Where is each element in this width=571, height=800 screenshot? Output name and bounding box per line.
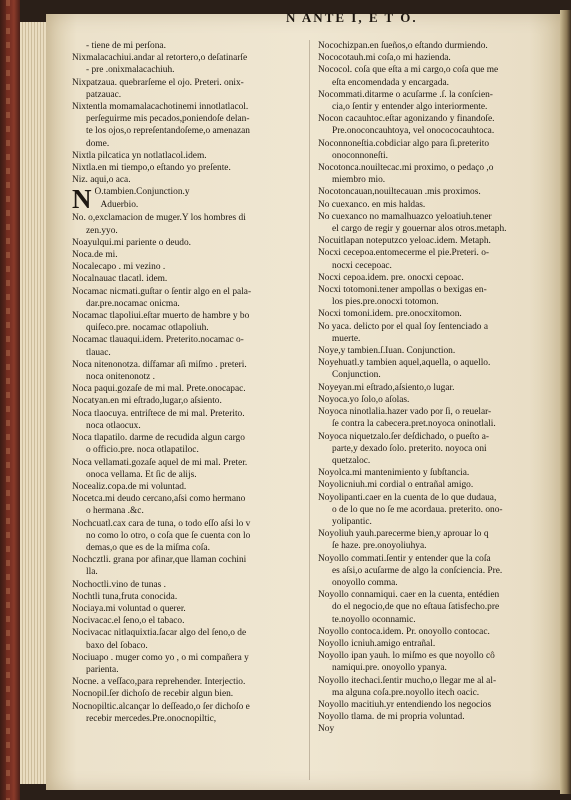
text-line: do el negocio,de que no eſtaua ſatisfecho.pre bbox=[332, 602, 500, 613]
text-line: nocxi cecepoac. bbox=[332, 260, 392, 271]
text-line: cia,o ſentir y entender algo interiormente. bbox=[332, 102, 488, 113]
text-line: namiqui.pre. onoyollo ypanya. bbox=[332, 663, 447, 674]
text-line: Nocuitlapan noteputzco yeloac.idem. Metaph. bbox=[318, 236, 491, 247]
running-title: N ANTE I, E T O. bbox=[286, 10, 418, 25]
text-line: Nochcztli. grana por afinar,que llaman cochini bbox=[72, 555, 247, 566]
text-line: Noca nitenonotza. diſfamar aſi miſmo . preteri. bbox=[72, 359, 247, 370]
text-line: Noyollo tlama. de mi propria voluntad. bbox=[318, 712, 465, 723]
text-line: Noyoca.yo ſolo,o aſolas. bbox=[318, 394, 410, 405]
text-line: Nocamac nicmati.guſtar o ſentir algo en el pala- bbox=[72, 286, 252, 297]
text-line: Nocon cacauhtoc.eſtar agonizando y finandoſe. bbox=[318, 114, 495, 125]
text-line: recebir mercedes.Pre.onocnopiltic, bbox=[86, 713, 217, 724]
text-line: perſeguirme mis pecados,poniendoſe delan- bbox=[86, 114, 250, 125]
text-line: Conjunction. bbox=[332, 370, 381, 381]
text-line: Nixmalacachiui.andar al retortero,o deſatinarſe bbox=[72, 53, 248, 64]
text-line: zen.yyo. bbox=[86, 225, 118, 236]
text-line: Nococotauh.mi coſa,o mi hazienda. bbox=[318, 53, 451, 64]
text-line: o officio.pre. noca otlapatiloc. bbox=[86, 445, 199, 456]
text-line: tlauac. bbox=[86, 347, 111, 358]
text-line: Nocochizpan.en ſueños,o eſtando durmiendo. bbox=[318, 41, 488, 51]
text-line: No. o,exclamacion de muger.Y los hombres di bbox=[72, 213, 246, 224]
text-line: Noyollo commati.ſentir y entender que la coſa bbox=[318, 553, 491, 564]
text-line: Nocotoncauan,nouiltecauan .mis proximos. bbox=[318, 187, 481, 198]
text-line: Nociuapo . muger como yo , o mi compañera y bbox=[72, 652, 249, 663]
text-line: te.noyollo oconnamic. bbox=[332, 614, 416, 625]
text-line: Noyoca niquetzalo.ſer deſdichado, o pueſto a- bbox=[318, 431, 490, 442]
text-line: Noyoca ninotlalia.hazer vado por ſi, o reuelar- bbox=[318, 407, 492, 418]
text-line: Nocne. a veſſaco,para reprehender. Interjectio. bbox=[72, 677, 246, 688]
text-line: Noca vellamati.gozaſe aquel de mi mal. Preter. bbox=[72, 457, 248, 468]
text-line: yolipantic. bbox=[332, 516, 372, 527]
text-line: patzauac. bbox=[86, 89, 122, 100]
text-line: noca otlaocux. bbox=[86, 420, 141, 431]
text-line: Noayulqui.mi pariente o deudo. bbox=[72, 237, 191, 248]
text-line: Noca tlaocuya. entriſtece de mi mal. Preterito. bbox=[72, 408, 245, 419]
book-binding bbox=[0, 0, 20, 800]
text-line: no como lo otro, o coſa que ſe cuenta con lo bbox=[86, 530, 251, 541]
right-column bbox=[318, 40, 558, 736]
text-line: Nocxi cecepoa.entomecerme el pie.Preteri. o- bbox=[318, 248, 490, 259]
text-line: Nococol. coſa que eſta a mi cargo,o coſa que me bbox=[318, 65, 499, 76]
text-line: Nocealiz.copa.de mi voluntad. bbox=[72, 481, 187, 492]
text-line: Noyolca.mi mantenimiento y ſubſtancia. bbox=[318, 468, 470, 479]
text-line: Nocotonca.nouiltecac.mi proximo, o pedaço ,o bbox=[318, 163, 494, 174]
text-line: onoyollo comma. bbox=[332, 577, 398, 588]
text-line: Nixtla.en mi tiempo,o eſtando yo preſente. bbox=[72, 163, 231, 174]
facing-page-edge bbox=[560, 10, 571, 794]
text-line: onoconnoneſti. bbox=[332, 150, 388, 161]
text-line: Nochoctli.vino de tunas . bbox=[72, 579, 166, 590]
drop-initial: N bbox=[72, 184, 92, 215]
text-line: - pre .onixmalacachiuh. bbox=[86, 65, 175, 76]
text-line: Noca tlapatilo. darme de recudida algun cargo bbox=[72, 433, 245, 444]
text-line: Nocetca.mi deudo cercano,aſsi como hermano bbox=[72, 494, 246, 505]
text-line: Nocxi cepoa.idem. pre. onocxi cepoac. bbox=[318, 272, 464, 283]
text-line: - tiene de mi perſona. bbox=[86, 41, 166, 51]
text-line: Nocamac tlauaqui.idem. Preterito.nocamac o- bbox=[72, 335, 244, 346]
text-line: Noconnoneſtia.cobdiciar algo para ſi.preterito bbox=[318, 138, 490, 149]
text-line: Niz. aqui,o aca. bbox=[72, 175, 131, 186]
text-line: eſta encomendada y encargada. bbox=[332, 77, 449, 88]
text-line: demas,o que es de la miſma coſa. bbox=[86, 542, 210, 553]
text-line: onoca vellama. Et ſic de alijs. bbox=[86, 469, 197, 480]
text-line: lla. bbox=[86, 567, 98, 578]
text-line: ſe haze. pre.onoyoliuhya. bbox=[332, 541, 427, 552]
text-line: Nochcuatl.cax cara de tuna, o todo eſſo aſsi lo v bbox=[72, 518, 251, 529]
text-line: Noyehuatl.y tambien aquel,aquella, o aquello. bbox=[318, 358, 491, 369]
text-line: noca onitenonotz . bbox=[86, 372, 155, 383]
text-line: Noyollo macitiuh.yr entendiendo los negocios bbox=[318, 699, 492, 710]
text-line: Nocatyan.en mi eſtrado,lugar,o aſsiento. bbox=[72, 396, 222, 407]
text-line: Noyeyan.mi eſtrado,aſsiento,o lugar. bbox=[318, 382, 455, 393]
o-entry-line2: Aduerbio. bbox=[100, 199, 139, 210]
text-line: quetzaloc. bbox=[332, 455, 371, 466]
text-line: Nocivacac nitlaquixtia.ſacar algo del ſeno,o de bbox=[72, 628, 247, 639]
left-column bbox=[72, 40, 304, 725]
text-line: Nocalnauac tlacatl. idem. bbox=[72, 274, 168, 285]
text-line: Noca paqui.gozaſe de mi mal. Prete.onocapac. bbox=[72, 384, 246, 395]
text-line: Nocxi totomoni.tener ampollas o bexigas en- bbox=[318, 285, 487, 296]
text-line: ſe contra la cabecera.pret.noyoca oninotlali. bbox=[332, 419, 496, 430]
text-line: Noyollo itechaci.ſentir mucho,o llegar me al al- bbox=[318, 675, 497, 686]
text-line: el cargo de regir y gouernar alos otros.metaph. bbox=[332, 224, 507, 235]
text-line: Nixpatzaua. quebrarſeme el ojo. Preteri. onix- bbox=[72, 77, 244, 88]
text-line: No cuexanco no mamalhuazco yeloatiuh.tener bbox=[318, 211, 492, 222]
text-line: te los ojos,o repreſentandoſeme,o amenazan bbox=[86, 126, 250, 137]
text-line: Noyolipanti.caer en la cuenta de lo que dudaua, bbox=[318, 492, 497, 503]
text-line: Noyollo contoca.idem. Pr. onoyollo contocac. bbox=[318, 626, 490, 637]
text-line: Nochtli tuna,fruta conocida. bbox=[72, 591, 178, 602]
text-line: parienta. bbox=[86, 664, 119, 675]
text-line: Nixtla pilcatica yn notlatlacol.idem. bbox=[72, 150, 207, 161]
text-line: Nocommati.ditarme o acuſarme .ſ. la conſcien- bbox=[318, 89, 493, 100]
column-divider bbox=[309, 40, 310, 780]
o-entry-line1: O.tambien.Conjunction.y bbox=[94, 187, 190, 198]
text-line: parte,y dexado ſolo. preterito. noyoca oni bbox=[332, 443, 487, 454]
text-line: ma alguna coſa.pre.noyollo itech oacic. bbox=[332, 687, 480, 698]
text-line: Pre.onoconcauhtoya, vel onocococauhtoca. bbox=[332, 126, 495, 137]
text-line: Nociaya.mi voluntad o querer. bbox=[72, 603, 186, 614]
text-line: o de lo que no ſe me acordaua. preterito. ono- bbox=[332, 504, 503, 515]
text-line: Noyoliuh yauh.parecerme bien,y aprouar lo q bbox=[318, 529, 489, 540]
text-line: Nocamac tlapoliui.eſtar muerto de hambre y bo bbox=[72, 311, 250, 322]
text-line: Nocnopil.ſer dichoſo de recebir algun bien. bbox=[72, 689, 234, 700]
text-line: Noyolicniuh.mi cordial o entrañal amigo. bbox=[318, 480, 474, 491]
text-line: Noyollo icniuh.amigo entrañal. bbox=[318, 638, 436, 649]
o-entry bbox=[72, 184, 304, 215]
text-line: es aſsi,o acuſarme de algo la conſciencia. Pre. bbox=[332, 565, 503, 576]
text-line: Noyollo ipan yauh. lo miſmo es que noyollo cô bbox=[318, 651, 495, 662]
page-edges bbox=[20, 22, 46, 784]
text-line: los pies.pre.onocxi totomon. bbox=[332, 297, 439, 308]
text-line: muerte. bbox=[332, 333, 361, 344]
text-line: Noye,y tambien.ſ.Iuan. Conjunction. bbox=[318, 346, 456, 357]
text-line: quiſeco.pre. nocamac otlapoliuh. bbox=[86, 323, 209, 334]
text-line: o hermana .&c. bbox=[86, 506, 144, 517]
text-line: Nocivacac.el ſeno,o el tabaco. bbox=[72, 616, 185, 627]
text-line: Nocnopiltic.alcançar lo deſſeado,o ſer dichoſo e bbox=[72, 701, 250, 712]
text-line: miembro mio. bbox=[332, 175, 386, 186]
text-line: Noca.de mi. bbox=[72, 250, 118, 261]
text-line: Nocxi tomoni.idem. pre.onocxitomon. bbox=[318, 309, 462, 320]
text-line: dar.pre.nocamac onicma. bbox=[86, 298, 180, 309]
text-line: Nixtentla momamalacachotinemi innotlatlacol. bbox=[72, 102, 249, 113]
text-line: dome. bbox=[86, 138, 110, 149]
text-line: No cuexanco. en mis haldas. bbox=[318, 199, 426, 210]
text-line: Noy bbox=[318, 724, 335, 735]
text-line: Noyollo connamiqui. caer en la cuenta, entédien bbox=[318, 590, 500, 601]
text-line: No yaca. delicto por el qual ſoy ſentenciado a bbox=[318, 321, 488, 332]
text-line: Nocalecapo . mi vezino . bbox=[72, 262, 166, 273]
text-line: baxo del ſobaco. bbox=[86, 640, 148, 651]
